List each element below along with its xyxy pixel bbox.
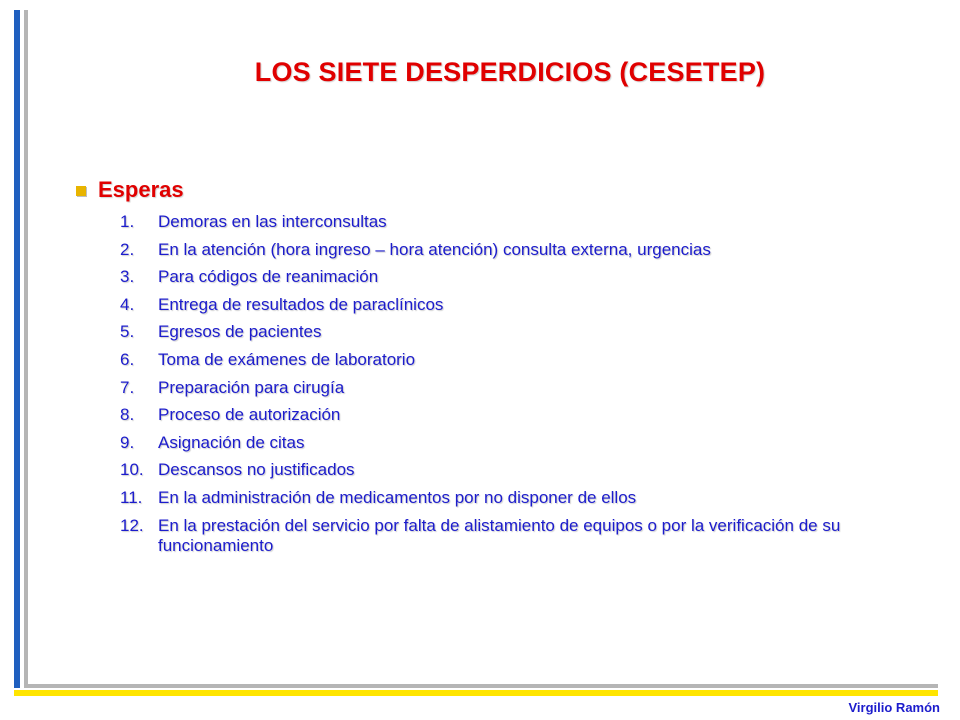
item-number: 6. — [120, 349, 135, 369]
list-item — [120, 267, 880, 287]
left-blue-bar — [14, 10, 20, 688]
item-text: Entrega de resultados de paraclínicos — [158, 294, 444, 314]
item-number: 4. — [120, 294, 135, 314]
item-number: 10. — [120, 460, 144, 480]
list-item — [120, 516, 880, 556]
item-text: Egresos de pacientes — [158, 322, 322, 342]
item-text: En la administración de medicamentos por no disponer de ellos — [158, 487, 637, 507]
item-text: Proceso de autorización — [158, 405, 341, 425]
section-header — [76, 177, 184, 203]
section-title: Esperas — [98, 177, 184, 202]
bottom-yellow-bar — [14, 690, 938, 696]
item-text: Asignación de citas — [158, 432, 305, 452]
list-item — [120, 295, 880, 315]
item-text: En la prestación del servicio por falta de alistamiento de equipos o por la verificación de su funcionamiento — [158, 515, 841, 555]
left-gray-bar — [24, 10, 28, 688]
bottom-gray-bar — [24, 684, 938, 688]
list-item — [120, 488, 880, 508]
list-item — [120, 350, 880, 370]
item-text: En la atención (hora ingreso – hora atención) consulta externa, urgencias — [158, 239, 711, 259]
item-number: 2. — [120, 239, 135, 259]
author-footer: Virgilio Ramón — [848, 700, 940, 715]
item-text: Toma de exámenes de laboratorio — [158, 349, 416, 369]
list-item — [120, 433, 880, 453]
item-number: 11. — [120, 487, 143, 507]
list-item — [120, 240, 880, 260]
list-item — [120, 322, 880, 342]
item-number: 12. — [120, 515, 144, 535]
item-text: Preparación para cirugía — [158, 377, 345, 397]
list-item — [120, 212, 880, 232]
item-text: Para códigos de reanimación — [158, 267, 379, 287]
list-item — [120, 378, 880, 398]
list-item — [120, 460, 880, 480]
item-text: Demoras en las interconsultas — [158, 212, 387, 231]
square-bullet-icon — [76, 186, 86, 196]
item-text: Descansos no justificados — [158, 460, 355, 480]
item-number: 3. — [120, 267, 135, 287]
item-number: 5. — [120, 322, 135, 342]
item-number: 1. — [120, 212, 135, 231]
item-number: 8. — [120, 405, 135, 425]
item-number: 7. — [120, 377, 135, 397]
slide-title: LOS SIETE DESPERDICIOS (CESETEP) — [254, 57, 766, 87]
waits-list — [120, 212, 880, 563]
section-esperas — [76, 177, 184, 203]
item-number: 9. — [120, 432, 135, 452]
list-item — [120, 405, 880, 425]
